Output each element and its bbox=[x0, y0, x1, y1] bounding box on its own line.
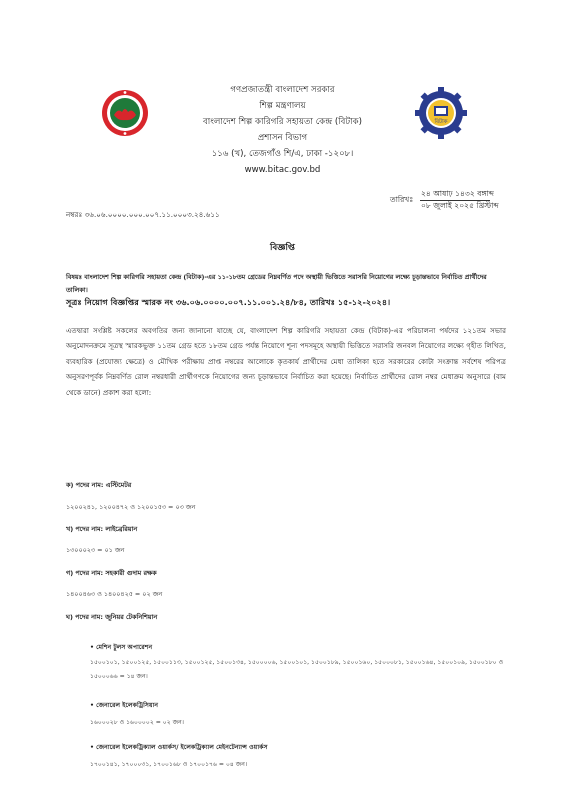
notice-title: বিজ্ঞপ্তি bbox=[270, 243, 295, 253]
section-value: ১২০০২৪১, ১২০০৪৭২ ও ১২০০১৫৩ = ০৩ জন bbox=[66, 503, 196, 511]
reference-line: সূত্রঃ নিয়োগ বিজ্ঞপ্তির স্মারক নং ৩৬.০৬.০০০০.০০৭.১১.০০১.২৪/৮৪, তারিখঃ ১৫-১২-২০২৪। bbox=[66, 297, 391, 307]
bangladesh-govt-seal-icon bbox=[100, 88, 150, 138]
subsection-value: ১৫০০১০১, ১৫০০১২৫, ১৫০০১১৩, ১৫০০১২৫, ১৫০০১৩৪, ১৫০০০০৬, ১৫০০১০১, ১৫০০১৮৯, ১৫০০১৬০, ১৫০০০৮১, ১৫০০১৬৪, ১৫০০১০৯, ১৫০০১৮০ ও ১৫০০০৬৬ = ১৪ জন। bbox=[90, 659, 504, 680]
section-heading: খ) পদের নাম: লাইব্রেরিয়ান bbox=[66, 525, 138, 533]
subject-line: বিষয়ঃ বাংলাদেশ শিল্প কারিগরি সহায়তা কেন্দ্র (বিটাক)-এর ১১-১৮তম গ্রেডের নিম্নবর্ণিত পদে অস্থায়ী ভিত্তিতে সরাসরি নিয়োগের লক্ষ্যে চূড়ান্তভাবে নির্বাচিত প্রার্থীদের তালিকা। bbox=[66, 273, 487, 294]
subsection-heading: • জেনারেল ইলেকট্রিক্যাল ওয়ার্কস/ ইলেকট্রিক্যাল মেইনটেন্যান্স ওয়ার্কস bbox=[90, 744, 268, 751]
date-divider bbox=[420, 200, 490, 201]
organization-name: বাংলাদেশ শিল্প কারিগরি সহায়তা কেন্দ্র (বিটাক) bbox=[202, 117, 363, 127]
date-english: ০৮ জুলাই ২০২৫ খ্রিস্টাব্দ bbox=[421, 201, 499, 210]
section-heading: ঘ) পদের নাম: জুনিয়র টেকনিশিয়ান bbox=[66, 613, 158, 621]
subsection-heading: • মেশিন টুলস অপারেশন bbox=[90, 644, 153, 651]
body-paragraph: এতদ্বারা সংশ্লিষ্ট সকলের অবগতির জন্য জানানো যাচ্ছে যে, বাংলাদেশ শিল্প কারিগরি সহায়তা কেন্দ্র (বিটাক)-এর পরিচালনা পর্ষদের ১২১তম সভার অনুমোদনক্রমে সূত্রস্থ স্মারকভুক্ত ১১তম গ্রেড হতে ১৮তম গ্রেড পর্যন্ত নিয়োগে শূন্য পদসমূহে অস্থায়ী ভিত্তিতে সরাসরি জনবল নিয়োগের লক্ষ্যে গৃহীত লিখিত, ব্যবহারিক (প্রযোজ্য ক্ষেত্রে) ও মৌখিক পরীক্ষায় প্রাপ্ত নম্বরের আলোকে কৃতকার্য প্রার্থীদের মেধা তালিকা হতে সরকারের কোটা সংক্রান্ত সর্বশেষ পরিপত্র অনুসরণপূর্বক নিম্নবর্ণিত রোল নম্বরধারী প্রার্থীগণকে নিয়োগের জন্য চূড়ান্তভাবে নির্বাচিত করা হয়েছে। নির্বাচিত প্রার্থীদের রোল নম্বর মেধাক্রম অনুসারে (বাম থেকে ডানে) প্রকাশ করা হলো: bbox=[66, 326, 506, 397]
ministry-name: শিল্প মন্ত্রণালয় bbox=[259, 101, 306, 111]
address: ১১৬ (খ), তেজগাঁও শি/এ, ঢাকা -১২০৮। bbox=[211, 149, 354, 159]
section-value: ১৪০০৪৬৩ ও ১৪০০৪২৫ = ০২ জন bbox=[66, 590, 163, 598]
subsection-heading: • জেনারেল ইলেকট্রিসিয়ান bbox=[90, 702, 159, 709]
date-bangla: ২৪ আষাঢ় ১৪৩২ বঙ্গাব্দ bbox=[421, 189, 495, 198]
bitac-logo-label: বিটাক bbox=[434, 119, 448, 125]
date-label: তারিখঃ bbox=[390, 195, 414, 204]
subsection-value: ১৭০০১৪১, ১৭০০০৩১, ১৭০০১৬৮ ও ১৭০০১৭৬ = ০৪ জন। bbox=[90, 761, 248, 768]
subsection-value: ১৬০০০২৮ ও ১৬০০০০২ = ০২ জন। bbox=[90, 719, 184, 726]
letterhead bbox=[150, 82, 415, 178]
department-name: প্রশাসন বিভাগ bbox=[257, 133, 308, 143]
govt-name: গণপ্রজাতন্ত্রী বাংলাদেশ সরকার bbox=[230, 85, 335, 95]
section-value: ১৩০০০২৩ = ০১ জন bbox=[66, 546, 125, 554]
bitac-logo-icon bbox=[414, 86, 468, 140]
memo-number: নম্বরঃ ৩৬.০৬.০০০০.০০০.০০৭.১১.০০০৩.২৪.৬১১ bbox=[66, 210, 220, 219]
website: www.bitac.gov.bd bbox=[244, 165, 321, 175]
section-heading: গ) পদের নাম: সহকারী গুদাম রক্ষক bbox=[66, 569, 157, 577]
section-heading: ক) পদের নাম: এস্টিমেটর bbox=[66, 481, 132, 489]
